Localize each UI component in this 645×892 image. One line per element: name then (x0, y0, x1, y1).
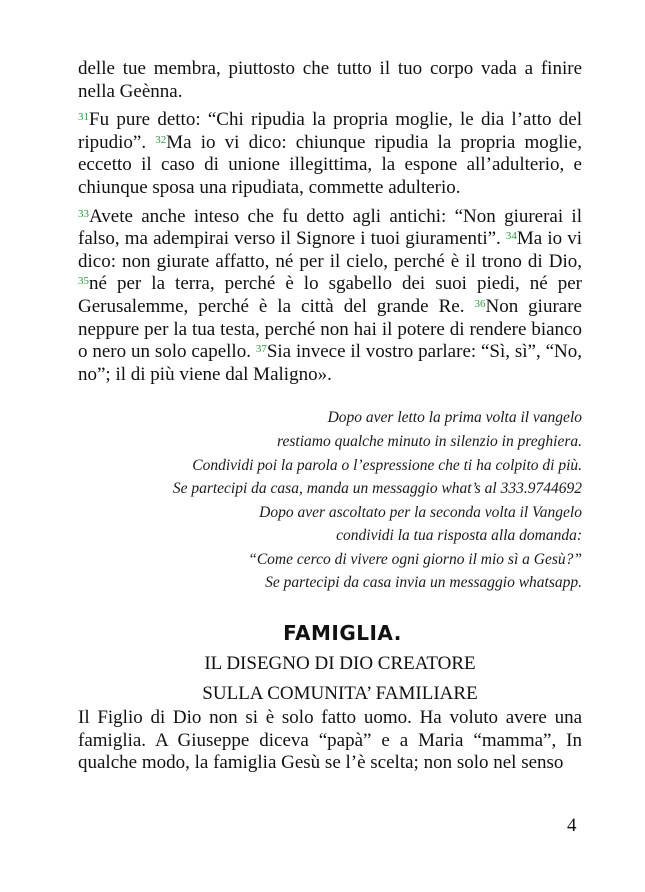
final-paragraph: Il Figlio di Dio non si è solo fatto uomo. Ha voluto avere una famiglia. A Giuseppe diceva “papà” e a Maria “mamma”, In qualche modo, la famiglia Gesù se l’è scelta; non solo nel senso (78, 707, 582, 774)
verse-number: 33 (78, 207, 89, 220)
verse-number: 31 (78, 111, 89, 124)
page-number: 4 (567, 815, 577, 836)
scripture-paragraph (78, 58, 582, 103)
instruction-line: Dopo aver letto la prima volta il vangelo (327, 409, 582, 427)
section-title: FAMIGLIA. (283, 621, 402, 646)
verse-text: Non giurare neppure per la tua testa, perché non hai il potere di rendere bianco o nero un solo capello. (78, 295, 582, 363)
instruction-line: Dopo aver ascoltato per la seconda volta il Vangelo (259, 503, 582, 521)
page-content (78, 58, 582, 775)
verse-text: delle tue membra, piuttosto che tutto il tuo corpo vada a finire nella Geènna. (78, 58, 582, 102)
instruction-line: condividi la tua risposta alla domanda: (336, 527, 582, 545)
instruction-line: Se partecipi da casa invia un messaggio whatsapp. (265, 574, 582, 592)
verse-text: Sia invece il vostro parlare: “Sì, sì”, “No, no”; il di più viene dal Maligno». (78, 341, 582, 385)
instruction-line: restiamo qualche minuto in silenzio in preghiera. (277, 432, 582, 450)
scripture-text (78, 58, 582, 386)
verse-number: 32 (155, 133, 167, 146)
verse-number: 35 (78, 275, 89, 288)
verse-text: né per la terra, perché è lo sgabello dei suoi piedi, né per Gerusalemme, perché è la città del grande Re. (78, 273, 582, 317)
verse-text: Ma io vi dico: non giurate affatto, né per il cielo, perché è il trono di Dio, (78, 228, 582, 272)
instruction-line: Condividi poi la parola o l’espressione che ti ha colpito di più. (192, 456, 582, 474)
section-heading-line-2: SULLA COMUNITA’ FAMILIARE (202, 683, 478, 705)
scripture-paragraph (78, 206, 582, 387)
instruction-line: “Come cerco di vivere ogni giorno il mio sì a Gesù?” (248, 550, 582, 568)
scripture-paragraph (78, 109, 582, 199)
verse-number: 34 (505, 230, 517, 243)
verse-number: 37 (255, 343, 267, 356)
reflection-instructions (78, 406, 582, 595)
verse-number: 36 (474, 297, 486, 310)
section-heading-line-1: IL DISEGNO DI DIO CREATORE (204, 653, 476, 675)
verse-text: Avete anche inteso che fu detto agli antichi: “Non giurerai il falso, ma adempirai verso il Signore i tuoi giuramenti”. (78, 205, 582, 250)
verse-text: Fu pure detto: “Chi ripudia la propria moglie, le dia l’atto del ripudio”. (78, 109, 582, 153)
instruction-line: Se partecipi da casa, manda un messaggio what’s al 333.9744692 (172, 480, 582, 498)
verse-text: Ma io vi dico: chiunque ripudia la propria moglie, eccetto il caso di unione illegittima, la espone all’adulterio, e chiunque sposa una ripudiata, commette adulterio. (78, 131, 582, 198)
